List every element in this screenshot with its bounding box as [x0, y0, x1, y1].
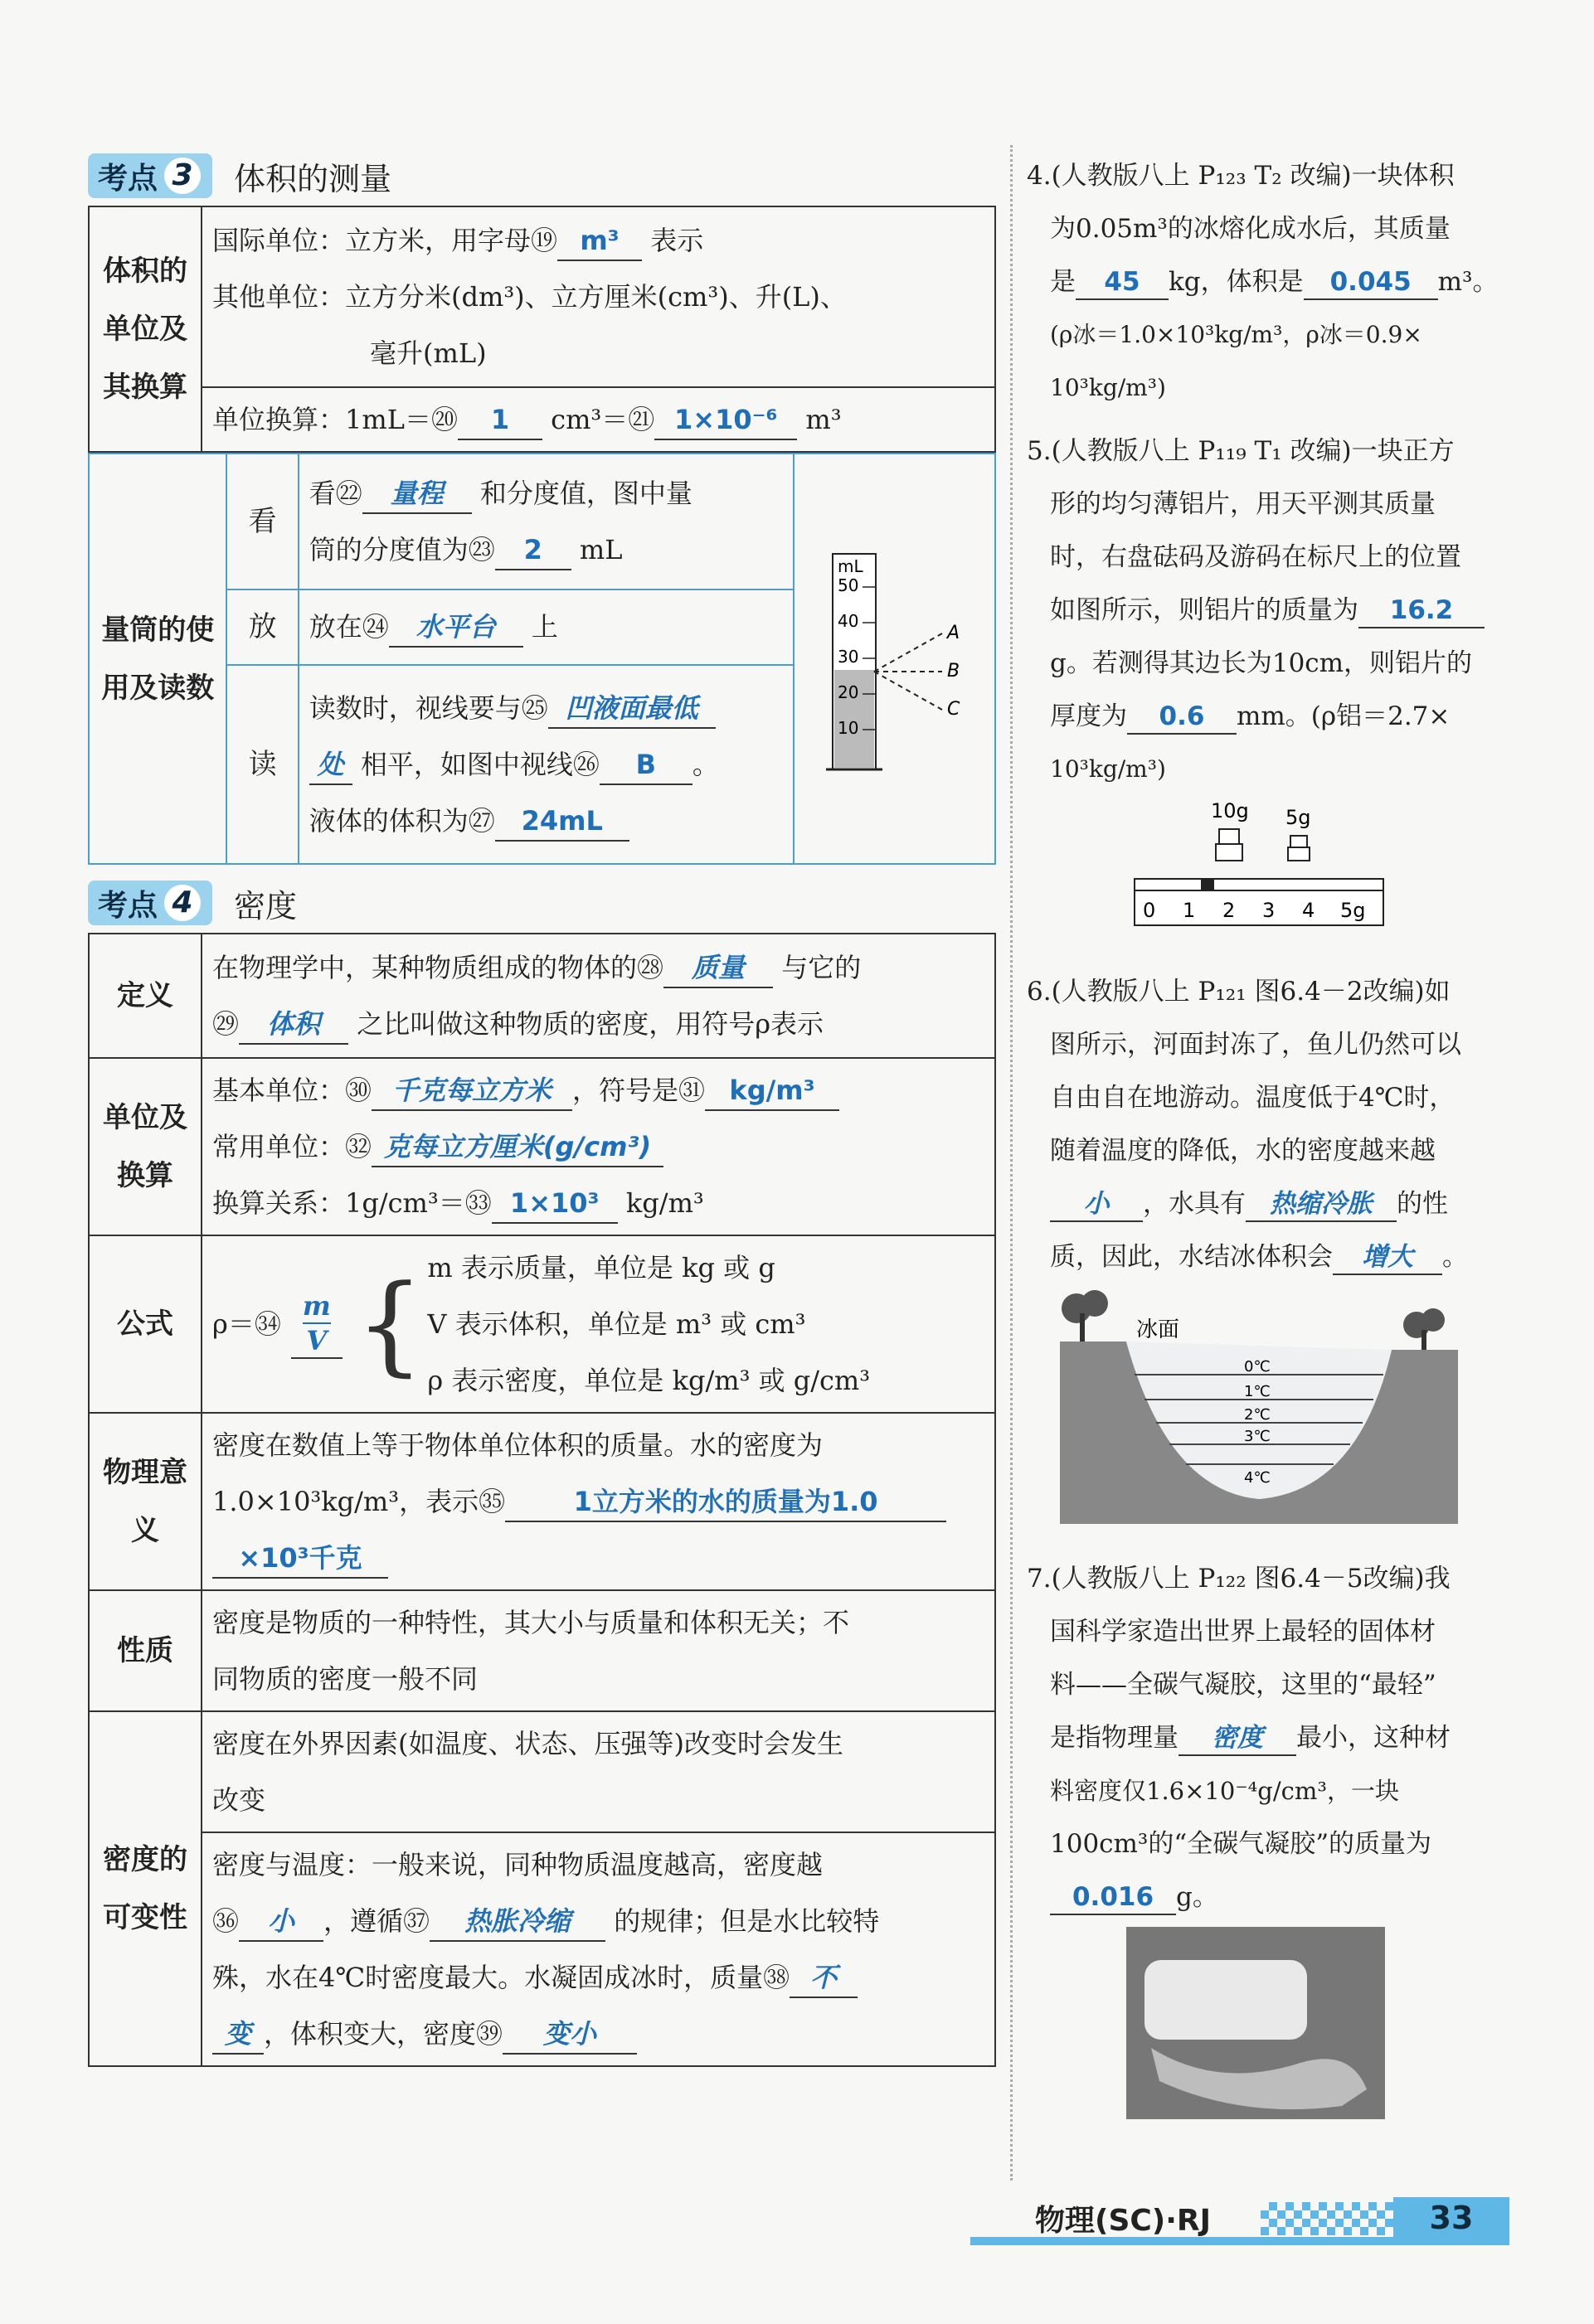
- tree-icons: [1062, 1290, 1445, 1350]
- badge-number: 4: [164, 885, 201, 921]
- answer-blank: 增大: [1333, 1240, 1442, 1275]
- answer-blank: 密度: [1178, 1721, 1296, 1756]
- section-title: 密度: [234, 887, 298, 924]
- section-header-kd4: [88, 876, 996, 929]
- read-cell: 读数时，视线要与㉕ 凹液面最低 处 相平，如图中视线㉖ B 。 液体的体积为㉗ 24mL: [299, 665, 795, 864]
- svg-text:mL: mL: [838, 556, 863, 576]
- badge-number: 3: [164, 158, 201, 194]
- svg-text:2: 2: [1222, 899, 1236, 922]
- row-label: 体积的单位及其换算: [89, 206, 202, 452]
- answer-blank: 小: [239, 1902, 323, 1942]
- answer-blank: 1: [458, 400, 542, 440]
- answer-blank: 0.016: [1050, 1880, 1176, 1915]
- answer-blank: 处: [309, 745, 352, 785]
- answer-blank: 1立方米的水的质量为1.0: [505, 1482, 946, 1522]
- answer-blank: m³: [557, 221, 642, 261]
- definition-cell: 在物理学中，某种物质组成的物体的㉘ 质量 与它的 ㉙ 体积 之比叫做这种物质的密度，用符号ρ表示: [202, 934, 995, 1058]
- answer-blank: 质量: [663, 949, 773, 988]
- weight-labels: [1211, 799, 1311, 829]
- row-label: 性质: [89, 1590, 202, 1711]
- answer-blank: 变: [212, 2015, 264, 2055]
- property-cell: 密度是物质的一种特性，其大小与质量和体积无关；不 同物质的密度一般不同: [202, 1590, 995, 1711]
- page-number: 33: [1393, 2197, 1509, 2239]
- temperature-cell: 密度与温度：一般来说，同种物质温度越高，密度越 ㊱ 小 ，遵循㊲ 热胀冷缩 的规律；但是水比较特 殊，水在4℃时密度最大。水凝固成冰时，质量㊳ 不 变 ，体积变大，密度㊴ 变小: [202, 1832, 995, 2066]
- brace: {: [355, 1261, 425, 1387]
- svg-text:C: C: [947, 699, 960, 720]
- answer-blank: kg/m³: [705, 1071, 839, 1111]
- answer-blank: 2: [495, 531, 571, 570]
- question-6: 6.(人教版八上 P₁₂₁ 图6.4－2改编)如 图所示，河面封冻了，鱼儿仍然可以 自由自在地游动。温度低于4℃时， 随着温度的降低，水的密度越来越 小 ，水具有 热缩冷胀 的性 质，因此，水结冰体积会 增大 。 冰面 0℃ 1℃ 2℃ 3℃ 4℃: [1027, 965, 1508, 1542]
- cylinder-table: [88, 453, 996, 865]
- row-label: 单位及换算: [89, 1058, 202, 1235]
- balance-scale-figure: [1027, 796, 1491, 937]
- svg-text:10: 10: [838, 718, 859, 738]
- answer-blank: 1×10³: [492, 1184, 618, 1224]
- svg-text:30: 30: [838, 647, 859, 667]
- svg-text:10g: 10g: [1211, 799, 1249, 822]
- answer-blank: ×10³千克: [212, 1539, 388, 1579]
- sight-lines: [874, 633, 942, 710]
- answer-blank: 克每立方厘米(g/cm³): [372, 1128, 663, 1167]
- svg-text:3℃: 3℃: [1244, 1428, 1271, 1445]
- svg-text:2℃: 2℃: [1244, 1406, 1271, 1424]
- place-cell: 放在㉔ 水平台 上: [299, 589, 795, 666]
- column-divider: [1010, 145, 1013, 2181]
- sub-label: 看: [226, 454, 298, 589]
- svg-text:冰面: 冰面: [1136, 1317, 1180, 1342]
- badge-label: 考点: [98, 161, 158, 196]
- svg-text:40: 40: [838, 611, 859, 631]
- cylinder-figure-cell: [794, 454, 995, 864]
- answer-blank: 1×10⁻⁶: [654, 400, 797, 440]
- answer-blank: 45: [1076, 265, 1169, 300]
- answer-blank: 不: [790, 1958, 858, 1998]
- sub-label: 放: [226, 589, 298, 666]
- left-column: [88, 149, 996, 2067]
- answer-blank: 热胀冷缩: [430, 1902, 605, 1942]
- meaning-cell: 密度在数值上等于物体单位体积的质量。水的密度为 1.0×10³kg/m³，表示㉟ 1立方米的水的质量为1.0 ×10³千克: [202, 1413, 995, 1590]
- answer-blank: 变小: [503, 2015, 637, 2055]
- row-label: 公式: [89, 1235, 202, 1413]
- answer-blank: 0.045: [1304, 265, 1438, 300]
- svg-text:4℃: 4℃: [1244, 1469, 1271, 1487]
- row-label: 物理意义: [89, 1413, 202, 1590]
- footer-subject: 物理(SC)·RJ: [1035, 2204, 1212, 2238]
- svg-text:B: B: [947, 661, 960, 682]
- answer-blank: 体积: [239, 1005, 348, 1045]
- row-label: 定义: [89, 934, 202, 1058]
- formula-cell: ρ＝㉞ m V { m 表示质量，单位是 kg 或 g V 表示体积，单位是 m³ 或 cm³ ρ 表示密度，单位是 kg/m³ 或 g/cm³: [202, 1235, 995, 1413]
- svg-text:0: 0: [1143, 899, 1156, 922]
- answer-blank: 0.6: [1127, 700, 1237, 735]
- answer-blank: 小: [1050, 1187, 1143, 1222]
- answer-blank: 24mL: [495, 802, 629, 842]
- svg-text:1℃: 1℃: [1244, 1383, 1271, 1400]
- frozen-river-figure: [1027, 1283, 1491, 1524]
- unit-cell: 基本单位：㉚ 千克每立方米 ，符号是㉛ kg/m³ 常用单位：㉜ 克每立方厘米(g/cm³) 换算关系：1g/cm³＝㉝ 1×10³ kg/m³: [202, 1058, 995, 1235]
- answer-blank: 水平台: [389, 608, 523, 648]
- density-formula: m V: [291, 1289, 343, 1359]
- look-cell: 看㉒ 量程 和分度值，图中量 筒的分度值为㉓ 2 mL: [299, 454, 795, 589]
- conversion-cell: 单位换算：1mL＝⑳ 1 cm³＝㉑ 1×10⁻⁶ m³: [202, 387, 995, 452]
- svg-text:1: 1: [1183, 899, 1196, 922]
- section-badge: [88, 881, 212, 925]
- answer-blank: 16.2: [1358, 594, 1485, 628]
- answer-blank: 千克每立方米: [372, 1071, 572, 1111]
- page-footer: [970, 2197, 1509, 2247]
- svg-text:4: 4: [1302, 899, 1315, 922]
- section-badge: [88, 153, 212, 198]
- svg-text:0℃: 0℃: [1244, 1358, 1271, 1375]
- question-7: 7.(人教版八上 P₁₂₂ 图6.4－5改编)我 国科学家造出世界上最轻的固体材 料——全碳气凝胶，这里的“最轻” 是指物理量 密度 最小，这种材 料密度仅1.6×10⁻⁴g/cm³，一块 100cm³的“全碳气凝胶”的质量为 0.016 g。: [1027, 1552, 1508, 2141]
- density-table: [88, 933, 996, 2067]
- row-label: 量筒的使用及读数: [89, 454, 226, 864]
- checker-decoration: [1261, 2202, 1393, 2235]
- svg-text:A: A: [947, 623, 960, 643]
- aerogel-photo: [1027, 1924, 1491, 2123]
- section-header-kd3: [88, 149, 996, 202]
- volume-unit-table: [88, 206, 996, 453]
- answer-blank: 量程: [362, 474, 472, 514]
- sub-label: 读: [226, 665, 298, 864]
- svg-text:20: 20: [838, 682, 859, 702]
- right-column: [1027, 149, 1508, 2151]
- svg-text:5g: 5g: [1285, 806, 1311, 829]
- graduated-cylinder-figure: [795, 454, 994, 844]
- answer-blank: 凹液面最低: [548, 689, 716, 729]
- svg-text:50: 50: [838, 575, 859, 595]
- section-title: 体积的测量: [234, 160, 392, 197]
- question-5: 5.(人教版八上 P₁₁₉ T₁ 改编)一块正方 形的均匀薄铝片，用天平测其质量 时，右盘砝码及游码在标尺上的位置 如图所示，则铝片的质量为 16.2 g。若测得其边长为10cm，则铝片的 厚度为 0.6 mm。(ρ铝＝2.7× 10³kg/m³) 10g 5g 0 1 2 3 4 5g: [1027, 425, 1508, 955]
- answer-blank: B: [600, 745, 693, 785]
- badge-label: 考点: [98, 888, 158, 923]
- question-4: 4.(人教版八上 P₁₂₃ T₂ 改编)一块体积 为0.05m³的冰熔化成水后，其质量 是 45 kg，体积是 0.045 m³。 (ρ冰＝1.0×10³kg/m³，ρ冰＝0.9× 10³kg/m³): [1027, 161, 1499, 401]
- answer-blank: 热缩冷胀: [1246, 1187, 1397, 1222]
- variability-cell: 密度在外界因素(如温度、状态、压强等)改变时会发生 改变: [202, 1711, 995, 1832]
- unit-cell: 国际单位：立方米，用字母⑲ m³ 表示 其他单位：立方分米(dm³)、立方厘米(cm³)、升(L)、 毫升(mL): [202, 206, 995, 387]
- svg-text:3: 3: [1262, 899, 1276, 922]
- row-label: 密度的可变性: [89, 1711, 202, 2066]
- svg-text:5g: 5g: [1340, 899, 1366, 922]
- sight-line-labels: [945, 623, 960, 720]
